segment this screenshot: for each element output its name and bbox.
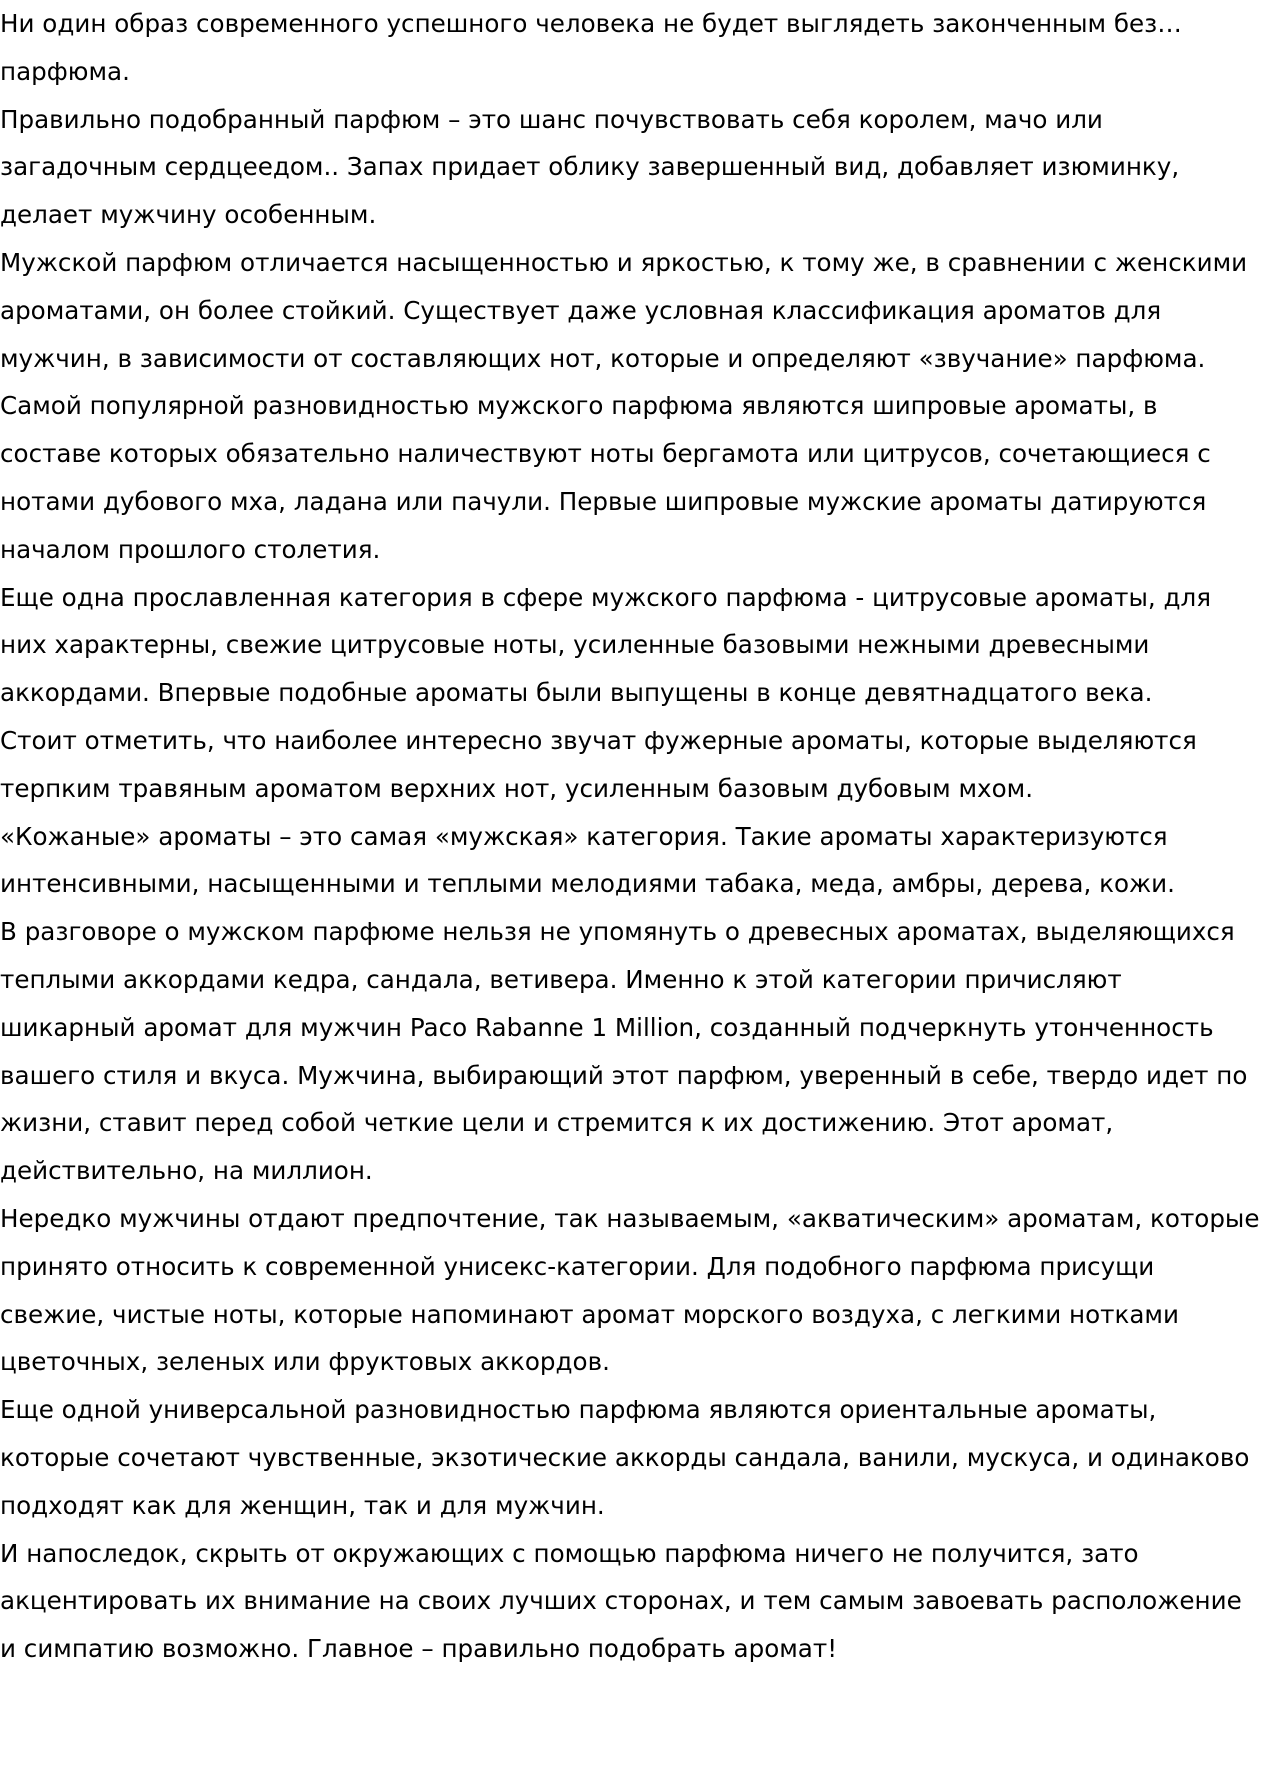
paragraph-oriental: Еще одной универсальной разновидностью парфюма являются ориентальные ароматы, которые сочетают чувственные, экзотические аккорды сандала, ванили, мускуса, и одинаково подходят как для женщин, так и для мужчин. [0, 1395, 1250, 1520]
paragraph-fougere: Стоит отметить, что наиболее интересно звучат фужерные ароматы, которые выделяются терпким травяным ароматом верхних нот, усиленным базовым дубовым мхом. [0, 725, 1197, 803]
paragraph-intro: Ни один образ современного успешного человека не будет выглядеть законченным без… парфюма. [0, 9, 1182, 86]
paragraph-woody: В разговоре о мужском парфюме нельзя не упомянуть о древесных ароматах, выделяющихся теплыми аккордами кедра, сандала, ветивера. Именно к этой категории причисляют шикарный аромат для мужчин Paco Rabanne 1 Million, созданный подчеркнуть утонченность вашего стиля и вкуса. Мужчина, выбирающий этот парфюм, уверенный в себе, твердо идет по жизни, ставит перед собой четкие цели и стремится к их достижению. Этот аромат, действительно, на миллион. [0, 917, 1248, 1186]
paragraph-men-perfume-classification: Мужской парфюм отличается насыщенностью и яркостью, к тому же, в сравнении с женскими ароматами, он более стойкий. Существует даже условная классификация ароматов для мужчин, в зависимости от составляющих нот, которые и определяют «звучание» парфюма. [0, 247, 1248, 373]
paragraph-citrus: Еще одна прославленная категория в сфере мужского парфюма - цитрусовые ароматы, для них характерны, свежие цитрусовые ноты, усиленные базовыми нежными древесными аккордами. Впервые подобные ароматы были выпущены в конце девятнадцатого века. [0, 582, 1212, 708]
paragraph-chypre: Самой популярной разновидностью мужского парфюма являются шипровые ароматы, в составе которых обязательно наличествуют ноты бергамота или цитрусов, сочетающиеся с нотами дубового мха, ладана или пачули. Первые шипровые мужские ароматы датируются началом прошлого столетия. [0, 391, 1211, 564]
paragraph-conclusion: И напоследок, скрыть от окружающих с помощью парфюма ничего не получится, зато акцентировать их внимание на своих лучших сторонах, и тем самым завоевать расположение и симпатию возможно. Главное – правильно подобрать аромат! [0, 1538, 1242, 1664]
paragraph-leather: «Кожаные» ароматы – это самая «мужская» категория. Такие ароматы характеризуются интенсивными, насыщенными и теплыми мелодиями табака, меда, амбры, дерева, кожи. [0, 821, 1175, 899]
paragraph-aquatic: Нередко мужчины отдают предпочтение, так называемым, «акватическим» ароматам, которые принято относить к современной унисекс-категории. Для подобного парфюма присущи свежие, чистые ноты, которые напоминают аромат морского воздуха, с легкими нотками цветочных, зеленых или фруктовых аккордов. [0, 1203, 1260, 1377]
paragraph-right-perfume: Правильно подобранный парфюм – это шанс почувствовать себя королем, мачо или загадочным сердцеедом.. Запах придает облику завершенный вид, добавляет изюминку, делает мужчину особенным. [0, 104, 1180, 230]
